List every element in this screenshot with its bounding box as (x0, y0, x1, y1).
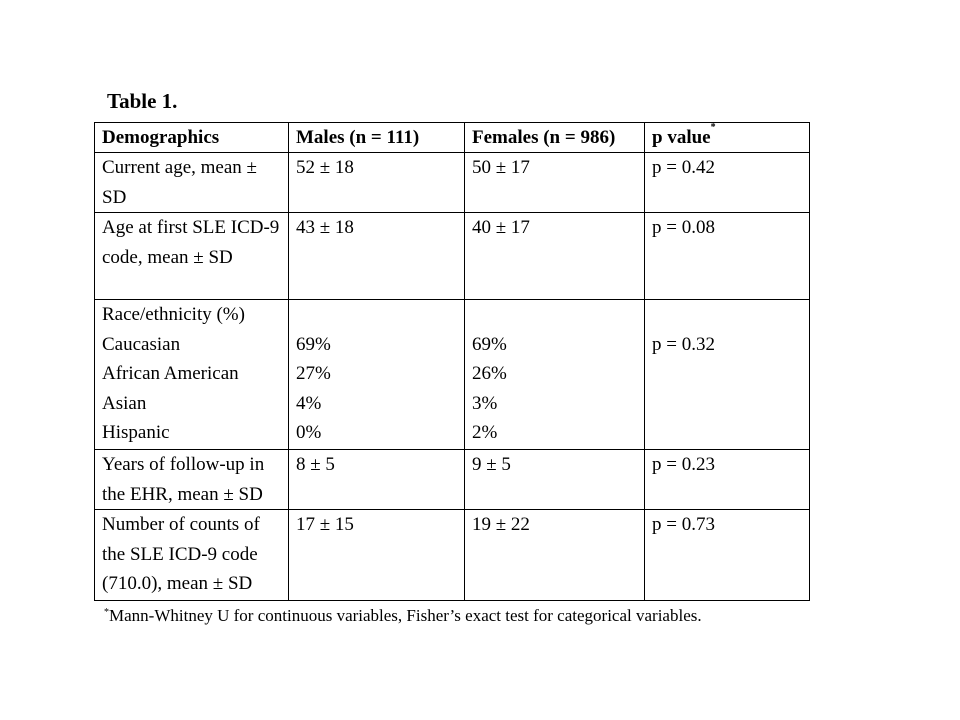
table-title: Table 1. (107, 89, 178, 113)
header-p-value-footnote-marker: * (710, 122, 716, 133)
header-males: Males (n = 111) (289, 123, 465, 153)
table-row (95, 450, 810, 510)
table-row (95, 153, 810, 213)
table-header-row (95, 123, 810, 153)
cell-females: 50 ± 17 (465, 153, 645, 213)
header-p-value (645, 123, 810, 153)
row-label: Current age, mean ± SD (95, 153, 289, 213)
cell-females: 3% (472, 392, 498, 414)
header-females: Females (n = 986) (465, 123, 645, 153)
cell-males-group (289, 300, 465, 450)
cell-males: 52 ± 18 (289, 153, 465, 213)
cell-males: 43 ± 18 (289, 213, 465, 300)
cell-females: 26% (472, 363, 507, 384)
cell-females: 69% (472, 333, 507, 355)
cell-p-value: p = 0.08 (645, 213, 810, 300)
spacer (472, 300, 638, 330)
cell-females: 9 ± 5 (465, 450, 645, 510)
table-footnote (104, 605, 702, 627)
header-p-value-label: p value (652, 127, 711, 148)
sub-label: Asian (102, 392, 147, 414)
cell-p-value: p = 0.42 (645, 153, 810, 213)
cell-males: 17 ± 15 (289, 510, 465, 601)
cell-females: 19 ± 22 (465, 510, 645, 601)
cell-males: 8 ± 5 (289, 450, 465, 510)
cell-p-value-group (645, 300, 810, 450)
row-label: Years of follow-up in the EHR, mean ± SD (95, 450, 289, 510)
table-row (95, 510, 810, 601)
cell-males: 4% (296, 392, 322, 414)
sub-label: African American (102, 363, 239, 384)
cell-females-group (465, 300, 645, 450)
row-label: Number of counts of the SLE ICD-9 code (710.0), mean ± SD (95, 510, 289, 601)
cell-p-value: p = 0.23 (645, 450, 810, 510)
spacer (652, 300, 803, 330)
footnote-marker: * (104, 607, 109, 618)
row-label-group (95, 300, 289, 450)
row-label: Age at first SLE ICD-9 code, mean ± SD (95, 213, 289, 300)
cell-males: 27% (296, 363, 331, 384)
demographics-table (94, 122, 810, 601)
sub-label: Hispanic (102, 422, 170, 443)
spacer (296, 300, 458, 330)
cell-males: 69% (296, 333, 331, 355)
table-row (95, 213, 810, 300)
footnote-text: Mann-Whitney U for continuous variables, Fisher’s exact test for categorical variables. (109, 606, 702, 625)
cell-females: 40 ± 17 (465, 213, 645, 300)
header-demographics: Demographics (95, 123, 289, 153)
cell-p-value: p = 0.73 (645, 510, 810, 601)
cell-females: 2% (472, 422, 498, 443)
cell-p-value: p = 0.32 (652, 333, 715, 355)
cell-males: 0% (296, 422, 322, 443)
row-label: Race/ethnicity (%) (102, 304, 245, 325)
sub-label: Caucasian (102, 333, 181, 355)
table-row (95, 300, 810, 450)
